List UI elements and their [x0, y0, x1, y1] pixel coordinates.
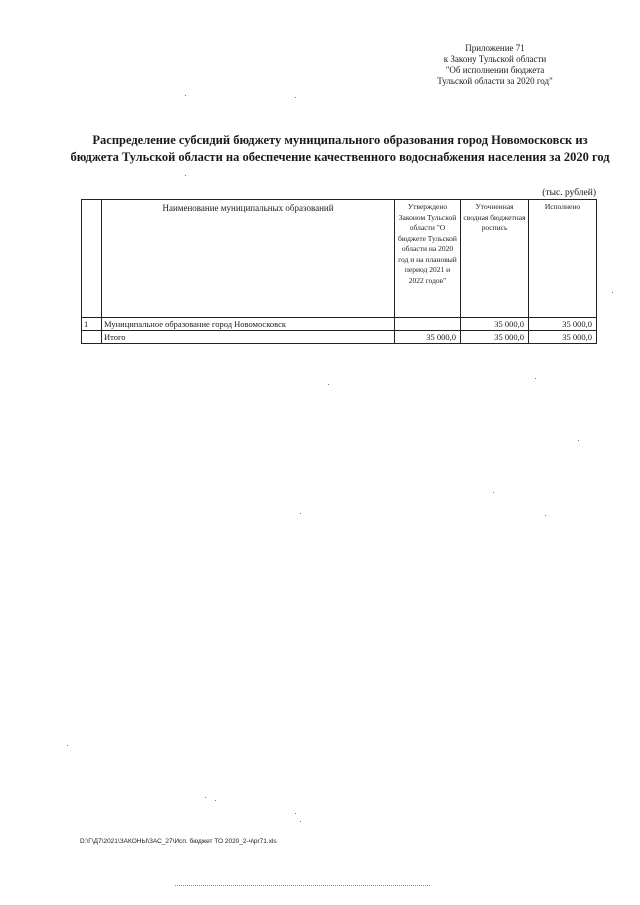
scan-speck	[612, 292, 613, 293]
scan-speck	[300, 821, 301, 822]
scan-speck	[295, 813, 296, 814]
title-line-1: Распределение субсидий бюджету муниципального образования город Новомосковск из	[92, 133, 588, 147]
row-approved	[395, 318, 461, 331]
appendix-line-1: Приложение 71	[465, 43, 525, 53]
table-row-total	[82, 331, 597, 344]
table-row	[82, 318, 597, 331]
scan-dotted-line	[175, 885, 430, 886]
scan-speck	[185, 175, 186, 176]
scan-speck	[535, 378, 536, 379]
total-name: Итого	[102, 331, 395, 344]
row-name: Муниципальное образование город Новомосковск	[102, 318, 395, 331]
scan-speck	[578, 440, 579, 441]
appendix-line-4: Тульской области за 2020 год"	[437, 76, 553, 86]
title-line-2: бюджета Тульской области на обеспечение качественного водоснабжения населения за 2020 год	[70, 150, 610, 164]
appendix-line-3: "Об исполнении бюджета	[445, 65, 545, 75]
subsidy-table	[81, 199, 597, 344]
appendix-note	[410, 43, 580, 87]
total-number	[82, 331, 102, 344]
row-number: 1	[82, 318, 102, 331]
total-approved: 35 000,0	[395, 331, 461, 344]
total-refined: 35 000,0	[461, 331, 529, 344]
header-approved: Утверждено Законом Тульской области "О бюджете Тульской области на 2020 год и на плановый период 2021 и 2022 годов"	[395, 200, 461, 318]
units-label: (тыс. рублей)	[542, 188, 596, 198]
table-header-row	[82, 200, 597, 318]
header-name: Наименование муниципальных образований	[102, 200, 395, 318]
scan-speck	[493, 492, 494, 493]
scan-speck	[300, 513, 301, 514]
scan-speck	[205, 797, 206, 798]
row-executed: 35 000,0	[529, 318, 597, 331]
document-title	[60, 132, 620, 166]
row-refined: 35 000,0	[461, 318, 529, 331]
appendix-line-2: к Закону Тульской области	[443, 54, 547, 64]
scan-speck	[545, 515, 546, 516]
header-executed: Исполнено	[529, 200, 597, 318]
header-number-cell	[82, 200, 102, 318]
file-path-footer: D:\Г\Д7\2021\ЗАКОНЫ\ЗАС_27\Исп. бюджет ТО 2020_2-ч\pr71.xls	[80, 838, 277, 845]
scan-speck	[215, 800, 216, 801]
scan-speck	[67, 745, 68, 746]
total-executed: 35 000,0	[529, 331, 597, 344]
header-refined: Уточненная сводная бюджетная роспись	[461, 200, 529, 318]
scan-speck	[295, 97, 296, 98]
scan-speck	[328, 384, 329, 385]
scan-speck	[185, 95, 186, 96]
